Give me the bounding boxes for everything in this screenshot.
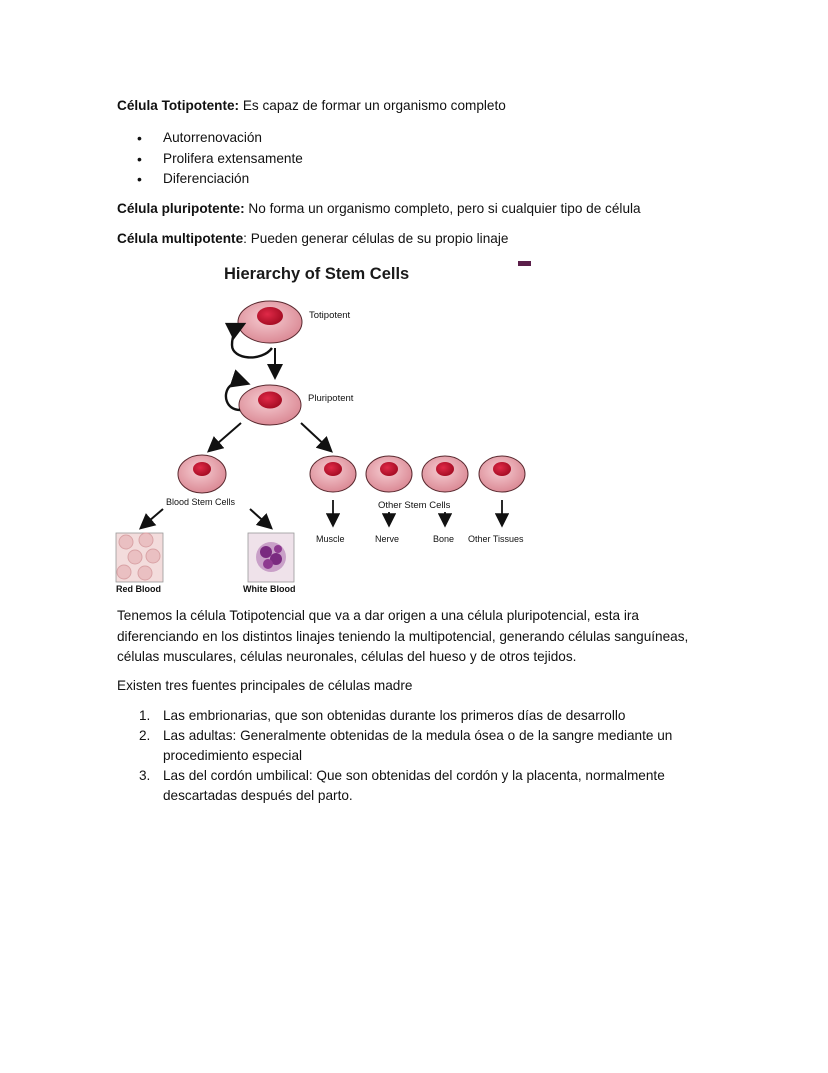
- list-item: • Diferenciación: [117, 169, 303, 190]
- accent-bar: [518, 261, 531, 266]
- red-blood-image: [116, 533, 163, 582]
- sources-intro: Existen tres fuentes principales de células madre: [117, 678, 413, 693]
- list-item: • Prolifera extensamente: [117, 149, 303, 170]
- arrow-to-white-blood: [250, 509, 270, 527]
- paragraph-line: diferenciando en los distintos linajes teniendo la multipotencial, generando células sanguíneas,: [117, 628, 689, 644]
- other-stem-cell-muscle: [310, 456, 356, 492]
- text-multipotente: : Pueden generar células de su propio linaje: [243, 231, 509, 246]
- term-multipotente: Célula multipotente: [117, 231, 244, 246]
- list-item: [117, 706, 717, 726]
- list-item-line: procedimiento especial: [163, 748, 303, 763]
- blood-stem-cell: [178, 455, 226, 493]
- text-pluripotente: No forma un organismo completo, pero si cualquier tipo de célula: [244, 201, 641, 216]
- text-totipotente: Es capaz de formar un organismo completo: [239, 98, 506, 113]
- white-blood-image: [248, 533, 294, 582]
- other-stem-cell-tissues: [479, 456, 525, 492]
- list-number: 1.: [139, 708, 151, 723]
- paragraph-line: células musculares, células neuronales, células del hueso y de otros tejidos.: [117, 649, 577, 664]
- list-item-line: Las embrionarias, que son obtenidas durante los primeros días de desarrollo: [163, 708, 626, 723]
- other-stem-cell-bone: [422, 456, 468, 492]
- list-item-line: descartadas después del parto.: [163, 788, 353, 803]
- label-blood-stem-cells: Blood Stem Cells: [166, 497, 236, 507]
- list-item-line: Las adultas: Generalmente obtenidas de la medula ósea o de la sangre mediante un: [163, 728, 673, 743]
- pluripotent-cell: [239, 385, 301, 425]
- term-pluripotente: Célula pluripotente:: [117, 201, 245, 216]
- explanation-paragraph: [117, 606, 717, 668]
- label-white-blood: White Blood: [243, 584, 296, 594]
- list-item: [117, 726, 717, 766]
- diagram-title: Hierarchy of Stem Cells: [224, 265, 410, 283]
- label-other-stem-cells: Other Stem Cells: [378, 500, 451, 511]
- totipotent-cell: [238, 301, 302, 343]
- arrow-to-red-blood: [142, 509, 163, 527]
- paragraph-line: Tenemos la célula Totipotencial que va a dar origen a una célula pluripotencial, esta ira: [117, 608, 639, 623]
- list-number: 2.: [139, 728, 151, 743]
- other-stem-cell-nerve: [366, 456, 412, 492]
- arrow-pluri-to-other: [301, 423, 330, 450]
- label-totipotent: Totipotent: [309, 310, 351, 321]
- list-item: • Autorrenovación: [117, 128, 303, 149]
- label-other-tissues: Other Tissues: [468, 534, 524, 544]
- arrow-pluri-to-blood: [210, 423, 241, 450]
- list-number: 3.: [139, 768, 151, 783]
- list-item-line: Las del cordón umbilical: Que son obtenidas del cordón y la placenta, normalmente: [163, 768, 665, 783]
- list-item: [117, 766, 717, 806]
- label-red-blood: Red Blood: [116, 584, 161, 594]
- label-nerve: Nerve: [375, 534, 400, 544]
- label-muscle: Muscle: [316, 534, 345, 544]
- term-totipotente: Célula Totipotente:: [117, 98, 240, 113]
- sources-list: [117, 706, 717, 806]
- label-pluripotent: Pluripotent: [308, 393, 354, 404]
- label-bone: Bone: [433, 534, 455, 544]
